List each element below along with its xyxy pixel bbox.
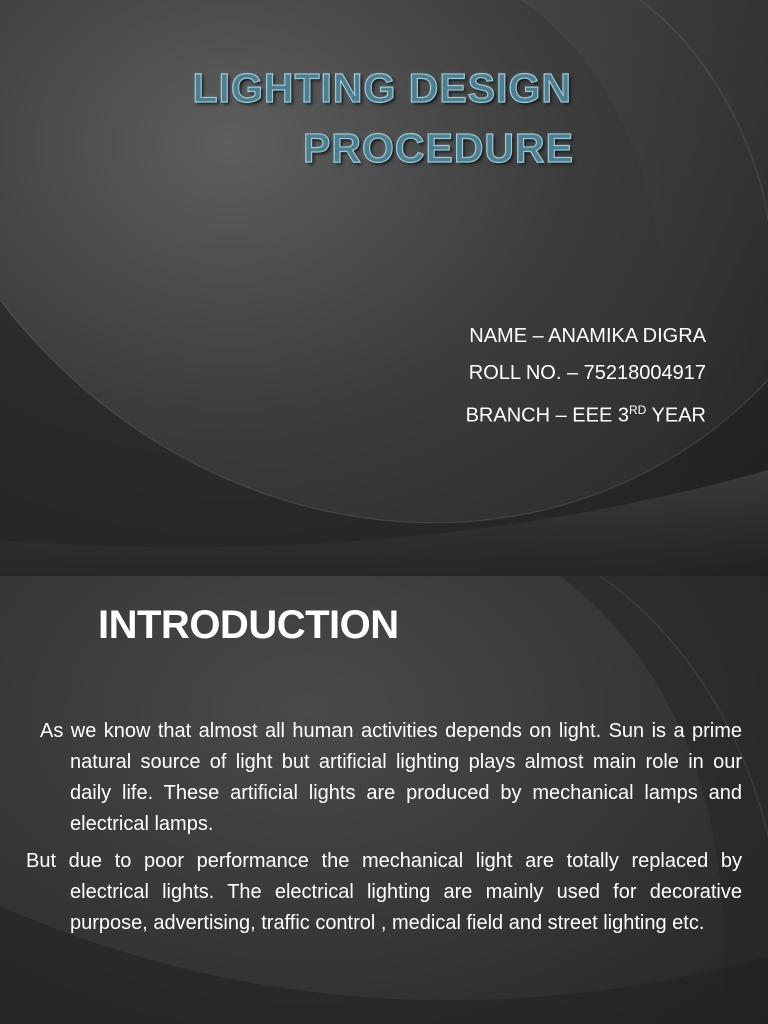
paragraph-2: But due to poor performance the mechanical light are totally replaced by electrical lights. The electrical lighting are mainly used for decorative purpose, advertising, traffic control , medical field and street lighting etc. <box>26 850 742 934</box>
roll-line: ROLL NO. – 75218004917 <box>468 362 706 384</box>
author-info <box>466 318 706 435</box>
title-line-2: PROCEDURE <box>303 125 574 171</box>
branch-suffix: YEAR <box>646 404 706 427</box>
branch-line <box>466 392 706 435</box>
section-heading: INTRODUCTION <box>98 603 399 647</box>
introduction-body <box>26 716 742 945</box>
branch-prefix: BRANCH – EEE 3 <box>465 404 629 427</box>
slide-title <box>193 58 572 178</box>
name-line: NAME – ANAMIKA DIGRA <box>469 325 706 347</box>
title-line-1: LIGHTING DESIGN <box>192 65 572 111</box>
introduction-slide <box>0 576 768 1024</box>
paragraph-1: As we know that almost all human activities depends on light. Sun is a prime natural source of light but artificial lighting plays almost main role in our daily life. These artificial lights are produced by mechanical lamps and electrical lamps. <box>40 720 742 835</box>
branch-superscript: RD <box>628 403 647 417</box>
